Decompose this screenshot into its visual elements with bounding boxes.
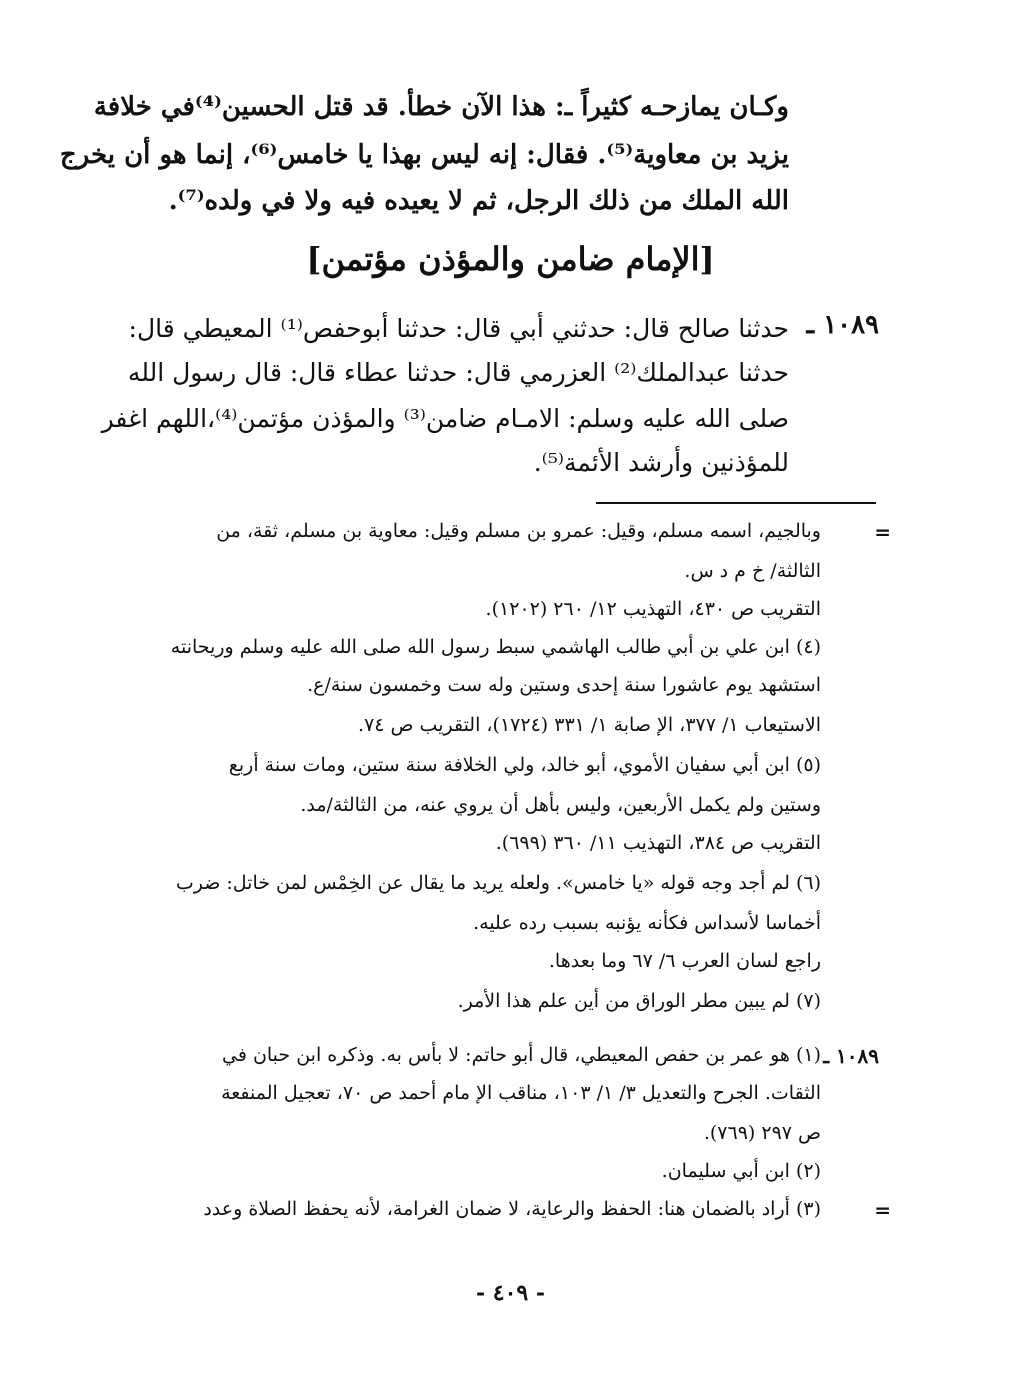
main-text-line-3: الله الملك من ذلك الرجل، ثم لا يعيده فيه ولا في ولده⁽⁷⁾. (168, 186, 789, 216)
main-text-line-2: يزيد بن معاوية⁽⁵⁾. فقال: إنه ليس بهذا يا خامس⁽⁶⁾، إنما هو أن يخرج (59, 140, 789, 170)
footnote-line: الثالثة/ خ م د س. (684, 560, 821, 582)
footnote-end-marker: = (874, 1198, 891, 1222)
footnote-line: ص ٢٩٧ (٧٦٩). (703, 1122, 821, 1144)
hadith-line-4: للمؤذنين وأرشد الأئمة⁽⁵⁾. (533, 448, 789, 477)
hadith-number: ١٠٨٩ ـ (806, 310, 879, 340)
footnote-line: (١) هو عمر بن حفص المعيطي، قال أبو حاتم: لا بأس به. وذكره ابن حبان في (221, 1044, 821, 1066)
footnote-line: (٧) لم يبين مطر الوراق من أين علم هذا الأمر. (457, 990, 821, 1012)
footnote-line: الثقات. الجرح والتعديل ٣/ ١/ ١٠٣، مناقب الإ مام أحمد ص ٧٠، تعجيل المنفعة (221, 1082, 821, 1104)
footnote-line: (٢) ابن أبي سليمان. (661, 1160, 821, 1182)
footnote-line: أخماسا لأسداس فكأنه يؤنبه بسبب رده عليه. (473, 912, 821, 934)
footnote-continuation-marker: = (874, 520, 891, 544)
footnote-line: (٦) لم أجد وجه قوله «يا خامس». ولعله يريد ما يقال عن الخِمْس لمن خاتل: ضرب (175, 872, 821, 894)
footnote-separator (596, 502, 876, 504)
footnote-line: وستين ولم يكمل الأربعين، وليس بأهل أن يروي عنه، من الثالثة/مد. (300, 794, 821, 816)
footnote-line: استشهد يوم عاشورا سنة إحدى وستين وله ست وخمسون سنة/ع. (307, 674, 821, 696)
footnote-line: (٤) ابن علي بن أبي طالب الهاشمي سبط رسول الله صلى الله عليه وسلم وريحانته (170, 636, 821, 658)
hadith-line-3: صلى الله عليه وسلم: الامـام ضامن⁽³⁾ والمؤذن مؤتمن⁽⁴⁾،اللهم اغفر (101, 404, 789, 433)
footnote-line: راجع لسان العرب ٦/ ٦٧ وما بعدها. (548, 950, 821, 972)
section-heading: [الإمام ضامن والمؤذن مؤتمن] (306, 240, 715, 278)
footnote-line: وبالجيم، اسمه مسلم، وقيل: عمرو بن مسلم وقيل: معاوية بن مسلم، ثقة، من (216, 520, 821, 542)
hadith-line-1: حدثنا صالح قال: حدثني أبي قال: حدثنا أبوحفص⁽¹⁾ المعيطي قال: (128, 314, 789, 343)
footnote-line: التقريب ص ٤٣٠، التهذيب ١٢/ ٢٦٠ (١٢٠٢). (485, 598, 821, 620)
footnote-hadith-number: ١٠٨٩ ـ (823, 1044, 879, 1068)
footnote-line: (٣) أراد بالضمان هنا: الحفظ والرعاية، لا ضمان الغرامة، لأنه يحفظ الصلاة وعدد (203, 1198, 821, 1220)
page-number: - ٤٠٩ - (475, 1280, 546, 1306)
footnote-line: الاستيعاب ١/ ٣٧٧، الإ صابة ١/ ٣٣١ (١٧٢٤)، التقريب ص ٧٤. (358, 714, 821, 736)
main-text-line-1: وكـان يمازحـه كثيراً ـ: هذا الآن خطأ. قد قتل الحسين⁽⁴⁾في خلافة (93, 92, 789, 122)
footnote-line: التقريب ص ٣٨٤، التهذيب ١١/ ٣٦٠ (٦٩٩). (495, 832, 821, 854)
hadith-line-2: حدثنا عبدالملك⁽²⁾ العزرمي قال: حدثنا عطاء قال: قال رسول الله (127, 358, 789, 387)
footnote-line: (٥) ابن أبي سفيان الأموي، أبو خالد، ولي الخلافة سنة ستين، ومات سنة أربع (228, 754, 821, 776)
